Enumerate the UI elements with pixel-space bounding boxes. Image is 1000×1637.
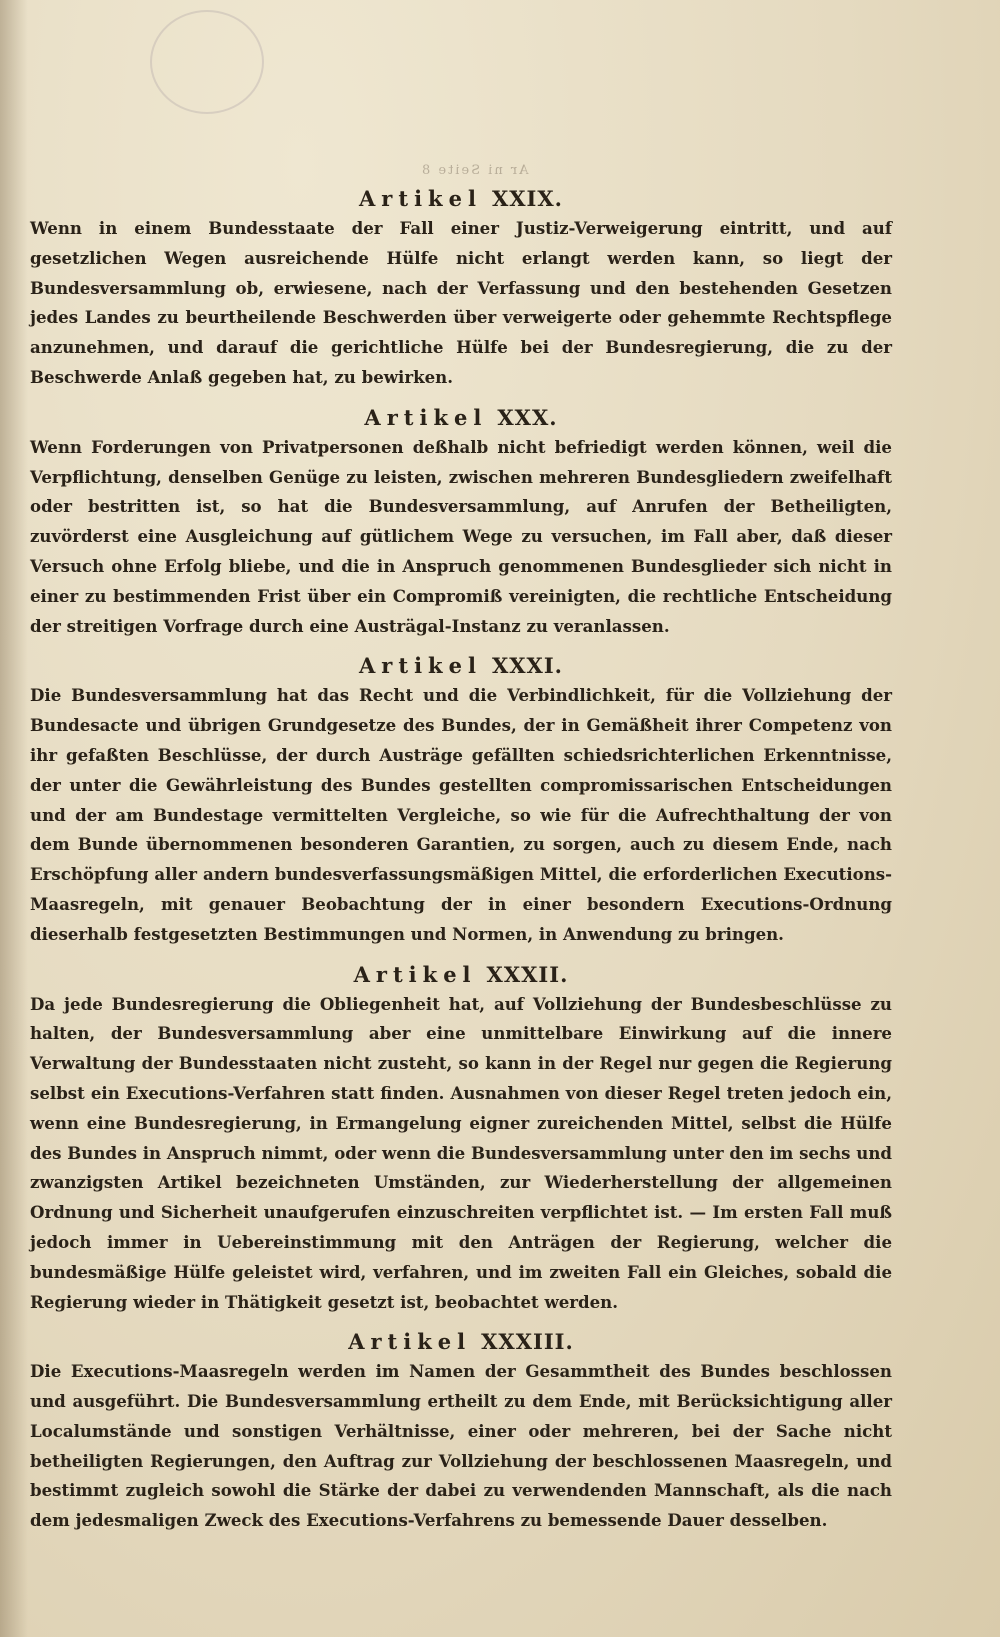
- binding-shadow: [0, 0, 28, 1637]
- article-text: Da jede Bundesregierung die Obliegenheit hat, auf Vollziehung der Bundesbeschlüsse zu halten, der Bundesversammlung aber eine unmittelbare Einwirkung auf die innere Verwaltung der Bundesstaaten nicht zusteht, so kann in der Regel nur gegen die Regierung selbst ein Executions-Verfahren statt finden. Ausnahmen von dieser Regel treten jedoch ein, wenn eine Bundesregierung, in Ermangelung eigner zureichenden Mittel, selbst die Hülfe des Bundes in Anspruch nimmt, oder wenn die Bundesversammlung unter den im sechs und zwanzigsten Artikel bezeichneten Umständen, zur Wiederherstellung der allgemeinen Ordnung und Sicherheit unaufgerufen einzuschreiten verpflichtet ist. — Im ersten Fall muß jedoch immer in Uebereinstimmung mit den Anträgen der Regierung, welcher die bundesmäßige Hülfe geleistet wird, verfahren, und im zweiten Fall ein Gleiches, sobald die Regierung wieder in Thätigkeit gesetzt ist, beobachtet werden.: [30, 993, 892, 1312]
- article-heading: [30, 403, 892, 433]
- article-text: Wenn in einem Bundesstaate der Fall einer Justiz-Verweigerung eintritt, und auf gesetzlichen Wegen ausreichende Hülfe nicht erlangt werden kann, so liegt der Bundesversammlung ob, erwiesene, nach der Verfassung und den bestehenden Gesetzen jedes Landes zu beurtheilende Beschwerden über verweigerte oder gehemmte Rechtspflege anzunehmen, und darauf die gerichtliche Hülfe bei der Bundesregierung, die zu der Beschwerde Anlaß gegeben hat, zu bewirken.: [30, 218, 892, 387]
- bleed-through-text: Ar ni Seite 8: [420, 163, 529, 178]
- article-heading: [30, 1327, 892, 1357]
- article-text: Die Bundesversammlung hat das Recht und die Verbindlichkeit, für die Vollziehung der Bundesacte und übrigen Grundgesetze des Bundes, der in Gemäßheit ihrer Competenz von ihr gefaßten Beschlüsse, der durch Austräge gefällten schiedsrichterlichen Erkenntnisse, der unter die Gewährleistung des Bundes gestellten compromissarischen Entscheidungen und der am Bundestage vermittelten Vergleiche, so wie für die Aufrechthaltung der von dem Bunde übernommenen besonderen Garantien, zu sorgen, auch zu diesem Ende, nach Erschöpfung aller andern bundesverfassungsmäßigen Mittel, die erforderlichen Executions-Maasregeln, mit genauer Beobachtung der in einer besondern Executions-Ordnung dieserhalb festgesetzten Bestimmungen und Normen, in Anwendung zu bringen.: [30, 685, 892, 944]
- article-heading-number: XXXI.: [491, 653, 563, 679]
- article-29: [30, 184, 892, 393]
- article-heading-number: XXX.: [497, 404, 558, 430]
- article-text: Die Executions-Maasregeln werden im Namen der Gesammtheit des Bundes beschlossen und ausgeführt. Die Bundesversammlung ertheilt zu dem Ende, mit Berücksichtigung aller Localumstände und sonstigen Verhältnisse, einer oder mehreren, bei der Sache nicht betheiligten Regierungen, den Auftrag zur Vollziehung der beschlossenen Maasregeln, und bestimmt zugleich sowohl die Stärke der dabei zu verwendenden Mannschaft, als die nach dem jedesmaligen Zweck des Executions-Verfahrens zu bemessende Dauer desselben.: [30, 1361, 892, 1531]
- article-heading: [30, 651, 892, 681]
- article-heading: [30, 184, 892, 214]
- article-text: Wenn Forderungen von Privatpersonen deßhalb nicht befriedigt werden können, weil die Verpflichtung, denselben Genüge zu leisten, zwischen mehreren Bundesgliedern zweifelhaft oder bestritten ist, so hat die Bundesversammlung, auf Anrufen der Betheiligten, zuvörderst eine Ausgleichung auf gütlichem Wege zu versuchen, im Fall aber, daß dieser Versuch ohne Erfolg bliebe, und die in Anspruch genommenen Bundesglieder sich nicht in einer zu bestimmenden Frist über ein Compromiß vereinigten, die rechtliche Entscheidung der streitigen Vorfrage durch eine Austrägal-Instanz zu veranlassen.: [30, 436, 892, 636]
- article-heading-number: XXXIII.: [481, 1329, 574, 1355]
- article-heading-word: Artikel: [348, 1329, 472, 1355]
- article-30: [30, 403, 892, 642]
- article-heading-number: XXIX.: [491, 186, 563, 211]
- article-31: [30, 651, 892, 949]
- article-heading: [30, 960, 892, 990]
- article-heading-word: Artikel: [359, 186, 482, 211]
- article-heading-word: Artikel: [359, 653, 482, 679]
- library-stamp: [150, 10, 264, 114]
- article-heading-word: Artikel: [364, 404, 488, 430]
- article-heading-word: Artikel: [353, 961, 477, 987]
- page-content: [30, 184, 892, 1546]
- article-32: [30, 960, 892, 1318]
- article-33: [30, 1327, 892, 1536]
- article-heading-number: XXXII.: [486, 961, 569, 987]
